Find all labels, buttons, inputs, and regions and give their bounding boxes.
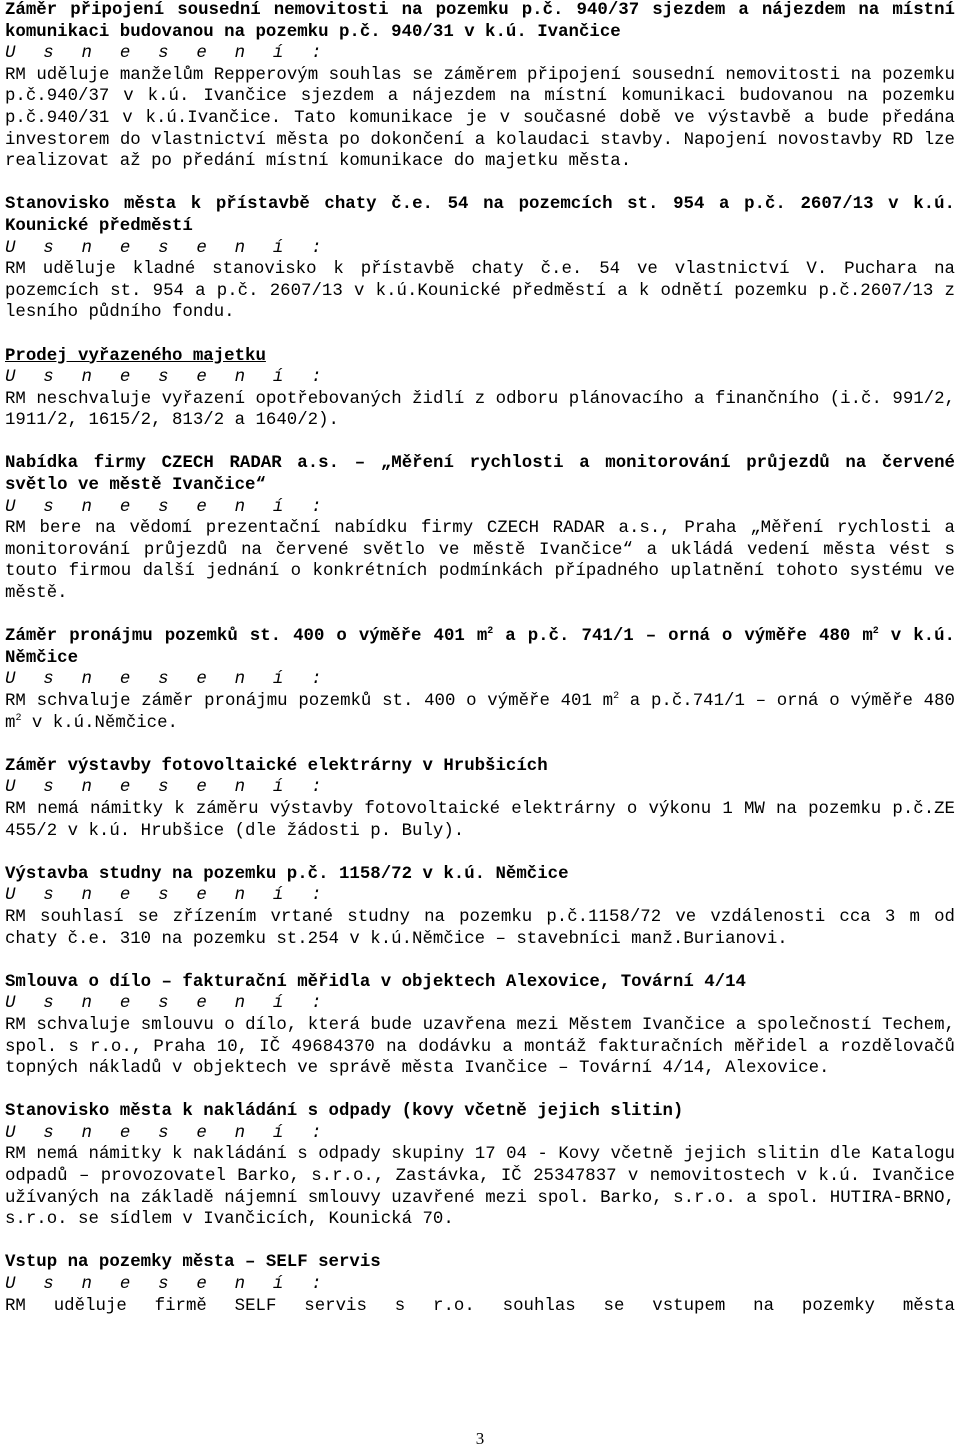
page-number: 3 (475, 1429, 485, 1448)
resolution-label: U s n e s e n í : (5, 1275, 331, 1295)
section-title: Stanovisko města k přístavbě chaty č.e. 54 na pozemcích st. 954 a p.č. 2607/13 v k.ú. Kounické předměstí (5, 195, 955, 236)
resolution-text: RM nemá námitky k záměru výstavby fotovoltaické elektrárny o výkonu 1 MW na pozemku p.č.ZE 455/2 v k.ú. Hrubšice (dle žádosti p. Buly). (5, 799, 955, 841)
section-land-access-self-servis (5, 1252, 955, 1317)
section-asset-sale (5, 346, 955, 432)
resolution-text: RM souhlasí se zřízením vrtané studny na pozemku p.č.1158/72 ve vzdálenosti cca 3 m od chaty č.e. 310 na pozemku st.254 v k.ú.Němčice – stavebníci manž.Burianovi. (5, 907, 955, 949)
section-land-lease (5, 626, 955, 734)
section-title: Výstavba studny na pozemku p.č. 1158/72 v k.ú. Němčice (5, 864, 569, 884)
section-billing-meters-contract (5, 972, 955, 1080)
section-title: Vstup na pozemky města – SELF servis (5, 1253, 381, 1273)
resolution-text: RM neschvaluje vyřazení opotřebovaných židlí z odboru plánovacího a finančního (i.č. 991/2, 1911/2, 1615/2, 813/2 a 1640/2). (5, 389, 955, 431)
resolution-label: U s n e s e n í : (5, 238, 331, 258)
resolution-label: U s n e s e n í : (5, 994, 331, 1014)
resolution-text: RM uděluje manželům Repperovým souhlas se záměrem připojení sousední nemovitosti na pozemku p.č.940/37 v k.ú. Ivančice sjezdem a nájezdem na místní komunikaci budovanou na pozemku p.č.940/31 v k.ú.Ivančice. Tato komunikace je v současné době ve výstavbě a bude předána investorem do vlastnictví města po dokončení a kolaudaci stavby. Napojení novostavby RD lze realizovat až po předání místní komunikace do majetku města. (5, 65, 955, 172)
resolution-label: U s n e s e n í : (5, 1123, 331, 1143)
resolution-label: U s n e s e n í : (5, 44, 331, 64)
resolution-text: RM schvaluje smlouvu o dílo, která bude uzavřena mezi Městem Ivančice a společností Techem, spol. s r.o., Praha 10, IČ 49684370 na dodávku a montáž fakturačních měřidel a rozdělovačů topných nákladů v objektech ve správě města Ivančice – Tovární 4/14, Alexovice. (5, 1015, 955, 1079)
resolution-label: U s n e s e n í : (5, 886, 331, 906)
resolution-label: U s n e s e n í : (5, 497, 331, 517)
section-waste-handling (5, 1101, 955, 1231)
section-well-construction (5, 864, 955, 950)
section-title: Záměr pronájmu pozemků st. 400 o výměře 401 $m^2$ a p.č. 741/1 – orná o výměře 480 $m^2$ v k.ú. Němčice (5, 626, 955, 668)
section-title: Stanovisko města k nakládání s odpady (kovy včetně jejich slitin) (5, 1102, 684, 1122)
resolution-text: RM schvaluje záměr pronájmu pozemků st. 400 o výměře 401 $m^2$ a p.č.741/1 – orná o výměře 480 $m^2$ v k.ú.Němčice. (5, 691, 955, 733)
section-photovoltaic-plant (5, 756, 955, 842)
section-title: Prodej vyřazeného majetku (5, 346, 266, 366)
document-page (5, 0, 955, 1339)
section-title: Záměr připojení sousední nemovitosti na pozemku p.č. 940/37 sjezdem a nájezdem na místní komunikaci budovanou na pozemku p.č. 940/31 v k.ú. Ivančice (5, 1, 955, 42)
resolution-label: U s n e s e n í : (5, 368, 331, 388)
section-title: Nabídka firmy CZECH RADAR a.s. – „Měření rychlosti a monitorování průjezdů na červené světlo ve městě Ivančice“ (5, 454, 955, 496)
section-cottage-extension (5, 194, 955, 324)
section-title: Záměr výstavby fotovoltaické elektrárny v Hrubšicích (5, 756, 548, 776)
resolution-text: RM bere na vědomí prezentační nabídku firmy CZECH RADAR a.s., Praha „Měření rychlosti a monitorování průjezdů na červené světlo ve městě Ivančice“ a ukládá vedení města vést s touto firmou další jednání o konkrétních podmínkách případného uplatnění tohoto systému ve městě. (5, 519, 955, 604)
resolution-label: U s n e s e n í : (5, 670, 331, 690)
resolution-text: RM uděluje kladné stanovisko k přístavbě chaty č.e. 54 ve vlastnictví V. Puchara na pozemcích st. 954 a p.č. 2607/13 v k.ú.Kounické předměstí a k odnětí pozemku p.č.2607/13 z lesního půdního fondu. (5, 260, 955, 323)
resolution-text: RM uděluje firmě SELF servis s r.o. souhlas se vstupem na pozemky města (5, 1296, 955, 1316)
resolution-text: RM nemá námitky k nakládání s odpady skupiny 17 04 - Kovy včetně jejich slitin dle Katalogu odpadů – provozovatel Barko, s.r.o., Zastávka, IČ 25347837 v nemovitostech v k.ú. Ivančice užívaných na základě nájemní smlouvy uzavřené mezi spol. Barko, s.r.o. a spol. HUTIRA-BRNO, s.r.o. se sídlem v Ivančicích, Kounická 70. (5, 1145, 955, 1230)
section-czech-radar-offer (5, 453, 955, 604)
section-connection-approval (5, 0, 955, 173)
resolution-label: U s n e s e n í : (5, 778, 331, 798)
section-title: Smlouva o dílo – fakturační měřidla v objektech Alexovice, Tovární 4/14 (5, 972, 746, 992)
